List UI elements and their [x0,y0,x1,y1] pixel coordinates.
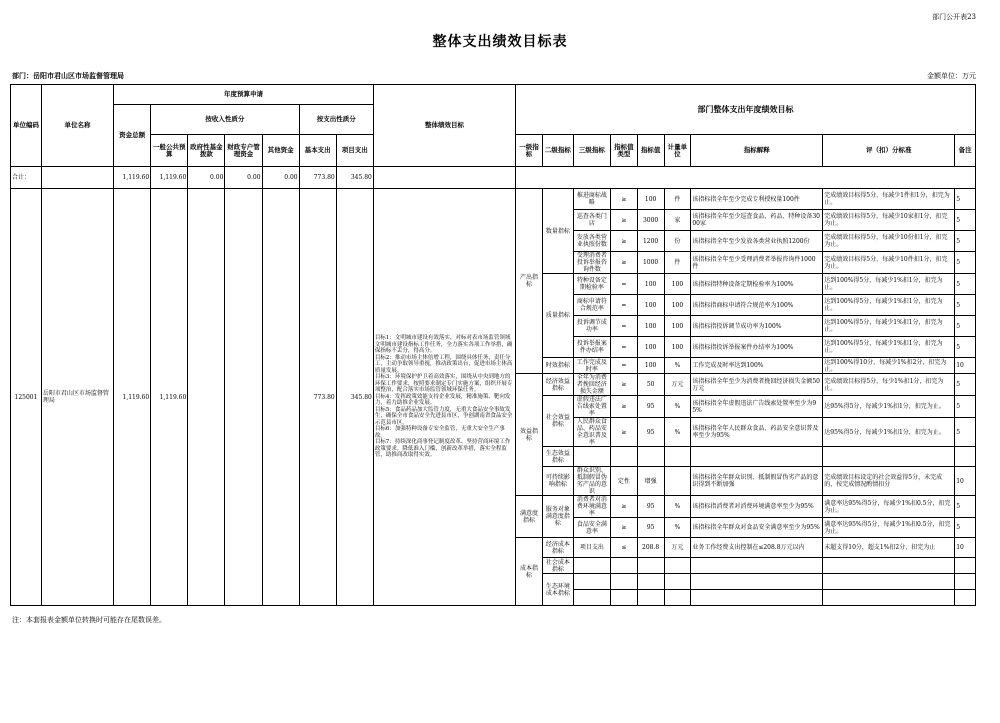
indicator-remark: 5 [955,295,976,316]
indicator-value: 100 [637,295,664,316]
amount-basic: 773.80 [299,189,336,606]
indicator-remark [955,590,976,606]
indicator-explain: 该指标指全年至少为消费者挽回经济损失金额50万元 [691,374,823,396]
indicator-remark: 5 [955,396,976,418]
indicator-remark: 5 [955,418,976,447]
page-title: 整体支出绩效目标表 [432,34,568,50]
header-explain: 指标解释 [691,135,823,167]
header-general: 一般公共预算 [151,135,188,167]
indicator-unit: 万元 [664,538,691,558]
indicator-value: 208.8 [637,538,664,558]
indicator-remark: 5 [955,252,976,274]
header-perf-goals: 部门整体支出年度绩效目标 [516,85,976,135]
indicator-value: 1000 [637,252,664,274]
indicator-explain: 工作完成及时率达到100% [691,358,823,374]
indicator-type: ≥ [610,518,637,538]
amount-special [225,189,262,606]
level2-sustain: 可持续影响指标 [542,467,573,496]
indicator-explain: 该指标指全年人民群众食品、药品安全意识普及率至少为95% [691,418,823,447]
header-annual-budget: 年度预算申请 [114,85,374,105]
level2-econ-cost: 经济成本指标 [542,538,573,558]
indicator-value: 100 [637,316,664,337]
header-by-source: 按收入性质分 [151,105,299,135]
indicator-remark: 5 [955,316,976,337]
indicator-score [823,447,955,467]
indicator-score: 达到100%得10分，每减少1%扣2分，扣完为止。 [823,358,955,374]
header-unit-code: 单位编码 [11,85,42,167]
indicator-remark [955,447,976,467]
indicator-score [823,558,955,574]
indicator-explain [691,574,823,590]
total-perf-empty [516,167,976,189]
indicator-remark: 10 [955,538,976,558]
indicator-remark: 5 [955,337,976,358]
indicator-value: 100 [637,337,664,358]
header-level3: 三级指标 [573,135,610,167]
indicator-score: 完成绩效目标设定的社会效益得5分，未完成的，按完成情况酌情扣分 [823,467,955,496]
indicator-score: 完成绩效目标得5分，每减少10件扣1分，扣完为止。 [823,252,955,274]
indicator-name: 虚假违法广告线索处置率 [573,396,610,418]
indicator-score: 完成绩效目标得5分，每少1%扣1分，扣完为止。 [823,374,955,396]
amount-fund [188,189,225,606]
indicator-explain: 该指标指全年至少巡查食品、药品、特种设备3000家 [691,210,823,231]
header-remark: 备注 [955,135,976,167]
total-project: 345.80 [336,167,373,189]
indicator-value: 1200 [637,231,664,252]
indicator-name: 群众识别、抵制假冒伪劣产品的意识 [573,467,610,496]
indicator-name: 全年为消费者挽回经济损失金额 [573,374,610,396]
indicator-name: 投诉举报案件办结率 [573,337,610,358]
indicator-name [573,590,610,606]
indicator-unit: 100 [664,274,691,295]
header-value-type: 指标值类型 [610,135,637,167]
indicator-unit: % [664,518,691,538]
header-level1: 一级指标 [516,135,543,167]
total-empty [41,167,113,189]
form-code: 部门公开表23 [932,13,976,21]
indicator-type [610,574,637,590]
total-label: 合计： [11,167,42,189]
indicator-unit: 家 [664,210,691,231]
indicator-type: ≥ [610,374,637,396]
total-general: 1,119.60 [151,167,188,189]
indicator-remark [955,558,976,574]
indicator-score: 达95%得5分，每减少1%扣1分，扣完为止。 [823,396,955,418]
indicator-unit: 100 [664,316,691,337]
indicator-name: 商标申请符合规范率 [573,295,610,316]
indicator-value: 增强 [637,467,664,496]
indicator-score: 达到100%得5分，每减少1%扣1分，扣完为止。 [823,337,955,358]
indicator-value: 3000 [637,210,664,231]
indicator-name [573,574,610,590]
amount-total: 1,119.60 [114,189,151,606]
indicator-name: 特种设备定期检验率 [573,274,610,295]
indicator-explain: 该指标指全年群众识别、抵制假冒伪劣产品的意识得到不断加强 [691,467,823,496]
indicator-type: = [610,316,637,337]
indicator-score: 完成绩效目标得5分，每减少10份扣1分，扣完为止。 [823,231,955,252]
indicator-score [823,574,955,590]
indicator-remark: 5 [955,274,976,295]
indicator-name: 投诉调节成功率 [573,316,610,337]
indicator-type: ≥ [610,418,637,447]
indicator-unit [664,447,691,467]
indicator-type: 定性 [610,467,637,496]
indicator-value: 95 [637,396,664,418]
indicator-explain: 业务工作经费支出控制在≤208.8万元以内 [691,538,823,558]
department-label: 部门：岳阳市君山区市场监督管理局 [12,71,124,80]
indicator-unit [664,574,691,590]
header-other: 其他资金 [262,135,299,167]
total-basic: 773.80 [299,167,336,189]
indicator-score: 满意率达95%得5分，每减少1%扣0.5分，扣完为止。 [823,518,955,538]
indicator-score: 达到100%得5分，每减少1%扣1分，扣完为止。 [823,274,955,295]
indicator-score: 完成绩效目标得5分，每减少1件扣1分，扣完为止。 [823,189,955,210]
indicator-name [573,447,610,467]
amount-general: 1,119.60 [151,189,188,606]
indicator-remark: 10 [955,358,976,374]
indicator-type: = [610,358,637,374]
header-total: 资金总额 [114,105,151,167]
indicator-value: 50 [637,374,664,396]
indicator-value: 100 [637,189,664,210]
indicator-value: 95 [637,418,664,447]
level2-eco: 生态效益指标 [542,447,573,467]
header-special: 财政专户管理资金 [225,135,262,167]
indicator-remark: 5 [955,231,976,252]
amount-other [262,189,299,606]
level2-quantity: 数量指标 [542,189,573,274]
indicator-explain [691,447,823,467]
level2-time: 时效指标 [542,358,573,374]
indicator-explain: 该指标指全年至少受理消费者举报咨询件1000件 [691,252,823,274]
indicator-remark: 5 [955,374,976,396]
indicator-explain [691,558,823,574]
performance-table [10,84,976,606]
indicator-score: 达到100%得5分，每减少1%扣1分，扣完为止。 [823,295,955,316]
indicator-remark: 5 [955,518,976,538]
table-row [11,189,976,210]
level1-cost: 成本指标 [516,538,543,606]
total-other: 0.00 [262,167,299,189]
indicator-value [637,447,664,467]
level1-satisfaction: 满意度指标 [516,496,543,538]
indicator-unit: 100 [664,295,691,316]
indicator-value [637,558,664,574]
footnote: 注：本套报表金额单位转换时可能存在尾数误差。 [12,616,166,624]
indicator-type: ≥ [610,189,637,210]
indicator-type [610,590,637,606]
indicator-unit: 万元 [664,374,691,396]
indicator-name: 发放各类营业执照份数 [573,231,610,252]
unit-name: 岳阳市君山区市场监督管理局 [41,189,113,606]
indicator-explain: 该指标指消费者对消费环境满意率至少为95% [691,496,823,518]
indicator-value [637,574,664,590]
indicator-remark [955,574,976,590]
level1-benefit: 效益指标 [516,374,543,496]
indicator-name: 推进商标战略 [573,189,610,210]
indicator-type: ≥ [610,210,637,231]
total-amount: 1,119.60 [114,167,151,189]
indicator-unit: 件 [664,189,691,210]
indicator-explain: 该指标指投诉调节成功率为100% [691,316,823,337]
indicator-value: 95 [637,518,664,538]
level2-service: 服务对象满意度指标 [542,496,573,538]
indicator-type [610,447,637,467]
indicator-value: 100 [637,274,664,295]
header-score: 评（扣）分标准 [823,135,955,167]
indicator-unit: 份 [664,231,691,252]
indicator-type: = [610,337,637,358]
indicator-explain: 该指标指全年至少发放各类营业执照1200份 [691,231,823,252]
indicator-score: 达到100%得5分，每减少1%扣1分，扣完为止。 [823,316,955,337]
total-goal-empty [373,167,515,189]
indicator-unit [664,558,691,574]
indicator-name: 项目支出 [573,538,610,558]
indicator-unit: % [664,496,691,518]
level2-eco-cost: 生态环境成本指标 [542,574,573,606]
indicator-value: 95 [637,496,664,518]
indicator-type: ≥ [610,396,637,418]
indicator-name: 消费者对消费环境满意率 [573,496,610,518]
indicator-type: ≤ [610,538,637,558]
level2-social: 社会效益指标 [542,396,573,447]
indicator-unit: % [664,358,691,374]
indicator-remark: 10 [955,467,976,496]
indicator-explain: 该指标指全年群众对食品安全满意率至少为95% [691,518,823,538]
indicator-unit: 件 [664,252,691,274]
header-basic: 基本支出 [299,135,336,167]
indicator-name: 食品安全满意率 [573,518,610,538]
indicator-explain: 该指标指投诉举报案件办结率为100% [691,337,823,358]
indicator-type: = [610,295,637,316]
indicator-type: ≥ [610,231,637,252]
indicator-type: ≥ [610,496,637,518]
indicator-name: 受理消费者投诉举报咨询件数 [573,252,610,274]
indicator-explain: 该指标指特种设备定期检验率为100% [691,274,823,295]
header-fund: 政府性基金拨款 [188,135,225,167]
indicator-unit: % [664,396,691,418]
level2-quality: 质量指标 [542,274,573,358]
indicator-unit: % [664,418,691,447]
header-unit-name: 单位名称 [41,85,113,167]
total-fund: 0.00 [188,167,225,189]
total-special: 0.00 [225,167,262,189]
indicator-score: 未超支得10分，超支1%扣2分，扣完为止 [823,538,955,558]
indicator-remark: 5 [955,496,976,518]
indicator-score: 完成绩效目标得5分，每减少10家扣1分，扣完为止。 [823,210,955,231]
indicator-explain [691,590,823,606]
unit-code: 125001 [11,189,42,606]
header-unit: 计量单位 [664,135,691,167]
indicator-remark: 5 [955,210,976,231]
indicator-name [573,558,610,574]
indicator-score [823,590,955,606]
indicator-type [610,558,637,574]
indicator-score: 达95%得5分，每减少1%扣1分，扣完为止。 [823,418,955,447]
amount-unit: 金额单位：万元 [927,72,976,80]
indicator-unit [664,467,691,496]
indicator-name: 工作完成及时率 [573,358,610,374]
level1-output: 产出指标 [516,189,543,374]
header-overall-goal: 整体绩效目标 [373,85,515,167]
header-project: 项目支出 [336,135,373,167]
indicator-unit [664,590,691,606]
header-level2: 二级指标 [542,135,573,167]
indicator-explain: 该指标指商标申请符合规范率为100% [691,295,823,316]
indicator-name: 巡查各类门店 [573,210,610,231]
level2-social-cost: 社会成本指标 [542,558,573,574]
indicator-remark: 5 [955,189,976,210]
overall-goal-text: 目标1：文明城市建设有效落实，对标对表市场监管领域文明城市建设指标工作任务，全力落实各项工作举措，确保指标不丢分，得高分。 目标2：推动市场主体倍增工程，围绕具体任务，责任分工，主动争取领导重视，推动政策出台，促进市场主体高质量发展。 目标3：环境保护护卫着高效落实，围绕从中央到地方的环保工作要求，按照要求制定专门实施方案，组织开展专项整治，配合落实市场监管领域环保任务。 目标4：发挥政策效能支持企业发展，精准施策、靶向发力，着力助推企业发展。 目标5：食品药品加大监管力度，无重大食品安全事故发生，确保全市食品安全先进县市区，争创湖南省食品安全示范县市区。 目标6：加强特种设备专安全监管，无重大安全生产事故。 目标7：持续深化商事登记制度改革、坚持营商环境工作政策要求，降低准入门槛，创新改革举措，落实全程监管，助推商改取得实效。 [373,189,515,606]
indicator-score: 满意率达95%得5分，每减少1%扣0.5分，扣完为止。 [823,496,955,518]
indicator-name: 人民群众食品、药品安全意识普及率 [573,418,610,447]
indicator-explain: 该指标指全年虚假违法广告线索处置率至少为95% [691,396,823,418]
level2-econ: 经济效益指标 [542,374,573,396]
indicator-value [637,590,664,606]
indicator-value: 100 [637,358,664,374]
indicator-explain: 该指标指全年至少完成专利授权量100件 [691,189,823,210]
header-value: 指标值 [637,135,664,167]
header-by-type: 按支出性质分 [299,105,373,135]
indicator-type: = [610,274,637,295]
indicator-unit: 100 [664,337,691,358]
indicator-type: ≥ [610,252,637,274]
amount-project: 345.80 [336,189,373,606]
